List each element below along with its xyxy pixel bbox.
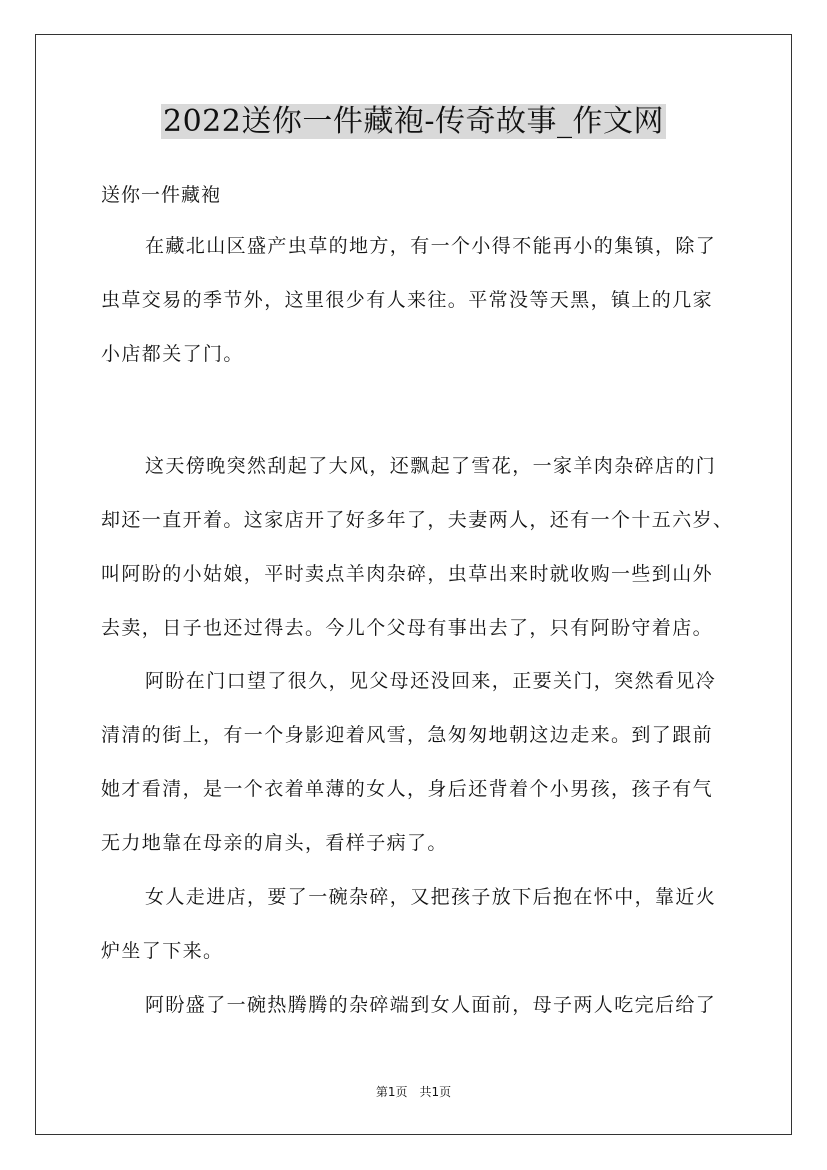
body-line: 这天傍晚突然刮起了大风，还飘起了雪花，一家羊肉杂碎店的门 (145, 455, 717, 477)
body-line: 去卖，日子也还过得去。今儿个父母有事出去了，只有阿盼守着店。 (101, 617, 714, 639)
page-number: 第1页 (375, 1085, 408, 1099)
body-line: 叫阿盼的小姑娘，平时卖点羊肉杂碎，虫草出来时就收购一些到山外 (101, 563, 714, 585)
body-line: 在藏北山区盛产虫草的地方，有一个小得不能再小的集镇，除了 (145, 235, 717, 257)
body-line: 清清的街上，有一个身影迎着风雪，急匆匆地朝这边走来。到了跟前 (101, 724, 714, 746)
body-line: 阿盼在门口望了很久，见父母还没回来，正要关门，突然看见冷 (145, 670, 717, 692)
body-line: 却还一直开着。这家店开了好多年了，夫妻两人，还有一个十五六岁、 (101, 509, 734, 531)
body-line: 小店都关了门。 (101, 343, 244, 365)
body-line: 炉坐了下来。 (101, 940, 224, 962)
document-title-text: 2022送你一件藏袍-传奇故事_作文网 (163, 104, 664, 139)
page-total: 共1页 (419, 1085, 452, 1099)
document-title (0, 101, 827, 143)
story-subtitle: 送你一件藏袍 (101, 184, 222, 206)
body-line: 虫草交易的季节外，这里很少有人来往。平常没等天黑，镇上的几家 (101, 289, 714, 311)
page-footer (0, 1083, 827, 1101)
body-line: 她才看清，是一个衣着单薄的女人，身后还背着个小男孩，孩子有气 (101, 778, 714, 800)
body-line: 阿盼盛了一碗热腾腾的杂碎端到女人面前，母子两人吃完后给了 (145, 994, 717, 1016)
body-line: 无力地靠在母亲的肩头，看样子病了。 (101, 832, 448, 854)
body-line: 女人走进店，要了一碗杂碎，又把孩子放下后抱在怀中，靠近火 (145, 886, 717, 908)
